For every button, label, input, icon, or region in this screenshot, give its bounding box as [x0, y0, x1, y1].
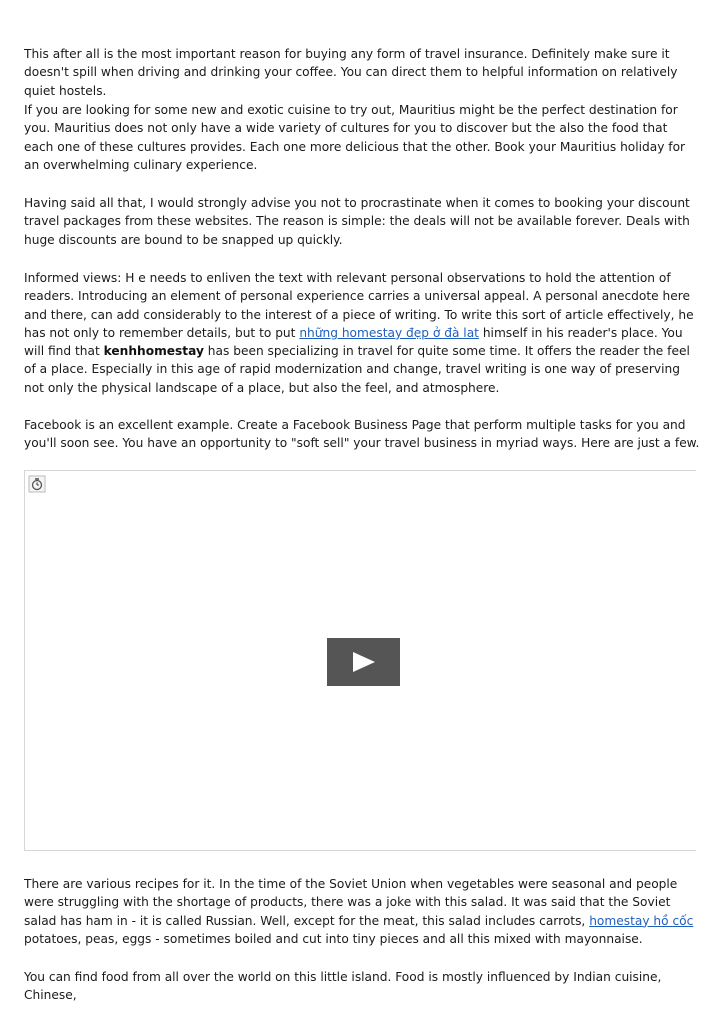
paragraph-text: There are various recipes for it. In the time of the Soviet Union when vegetables were seasonal and people were struggling with the shortage of products, there was a joke with this salad. It was said that the Soviet salad has ham in - it is called Russian. Well, except for the meat, this salad includes carrots, — [24, 877, 678, 928]
video-embed[interactable] — [24, 470, 696, 851]
paragraph-booking-advice: Having said all that, I would strongly advise you not to procrastinate when it comes to booking your discount travel packages from these websites. The reason is simple: the deals will not be available forever. Deals with huge discounts are bound to be snapped up quickly. — [24, 196, 690, 247]
bold-brand-text: kenhhomestay — [103, 344, 204, 359]
paragraph-island-food: You can find food from all over the world on this little island. Food is mostly influenced by Indian cuisine, Chinese, — [24, 970, 662, 1003]
paragraph-soviet-salad — [24, 875, 700, 948]
video-placeholder-icon — [28, 475, 46, 493]
play-button[interactable] — [327, 638, 400, 686]
play-icon — [352, 651, 376, 673]
homestay-ho-coc-link[interactable]: homestay hồ cốc — [589, 913, 694, 928]
paragraph-text: Informed views: H e needs to enliven the text with relevant personal observations to hold the attention of readers. Introducing an element of personal experience carries a universal appeal. A personal anecdote here and there, can add considerably to the interest of a piece of writing. To write this sort of article effectively, he has not only to remember details, but to put — [24, 271, 694, 340]
paragraph-mauritius-cuisine: If you are looking for some new and exotic cuisine to try out, Mauritius might be the perfect destination for you. Mauritius does not only have a wide variety of cultures for you to discover but the also the food that each one of these cultures provides. Each one more delicious that the other. Book your Mauritius holiday for an overwhelming culinary experience. — [24, 103, 686, 172]
homestay-da-lat-link[interactable]: những homestay đẹp ở đà lat — [299, 325, 479, 340]
paragraph-facebook-example: Facebook is an excellent example. Create a Facebook Business Page that perform multiple tasks for you and you'll soon see. You have an opportunity to "soft sell" your travel business in myriad ways. Here are just a few. — [24, 418, 700, 451]
paragraph-text: has been specializing in travel for quite some time. It offers the reader the feel of a place. Especially in this age of rapid modernization and change, travel writing is one way of preserving not only the physical landscape of a place, but also the feel, and atmosphere. — [24, 344, 690, 395]
paragraph-informed-views — [24, 269, 700, 397]
paragraph-text: potatoes, peas, eggs - sometimes boiled and cut into tiny pieces and all this mixed with mayonnaise. — [24, 931, 643, 946]
paragraph-text: himself in his reader's place. You will find that — [24, 325, 683, 359]
paragraph-travel-insurance: This after all is the most important reason for buying any form of travel insurance. Definitely make sure it doesn't spill when driving and drinking your coffee. You can direct them to helpful information on relatively quiet hostels. — [24, 47, 678, 98]
